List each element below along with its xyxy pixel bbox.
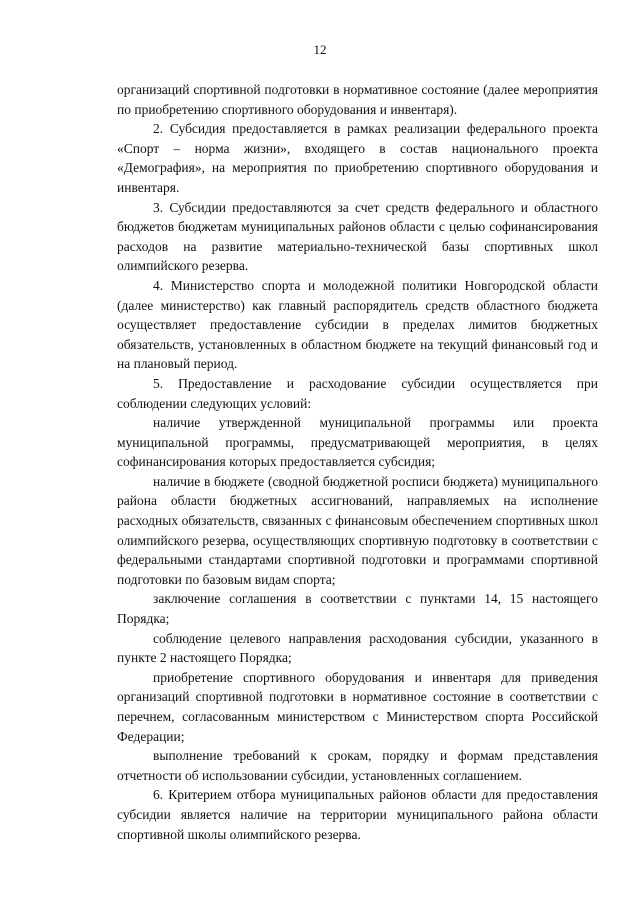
condition-agreement: заключение соглашения в соответствии с пунктами 14, 15 настоящего Порядка; — [117, 591, 598, 627]
paragraph-3: 3. Субсидии предоставляются за счет средств федерального и областного бюджетов бюджетам муниципальных районов области с целью софинансирования расходов на развитие материально-технической базы спортивных школ олимпийского резерва. — [117, 199, 598, 274]
paragraph-2: 2. Субсидия предоставляется в рамках реализации федерального проекта «Спорт – норма жизни», входящего в состав национального проекта «Демография», на мероприятия по приобретению спортивного оборудования и инвентаря. — [117, 121, 598, 195]
page-number: 12 — [313, 42, 327, 57]
condition-equipment: приобретение спортивного оборудования и инвентаря для приведения организаций спортивной подготовки в нормативное состояние в соответствии с перечнем, согласованным министерством с Министерством спорта Российской Федерации; — [117, 669, 598, 744]
condition-target-use: соблюдение целевого направления расходования субсидии, указанного в пункте 2 настоящего Порядка; — [117, 630, 598, 666]
document-body — [117, 80, 598, 844]
paragraph-5: 5. Предоставление и расходование субсидии осуществляется при соблюдении следующих условий: — [117, 375, 598, 411]
condition-budget: наличие в бюджете (сводной бюджетной росписи бюджета) муниципального района области бюджетных ассигнований, направляемых на исполнение расходных обязательств, связанных с финансовым обеспечением спортивных школ олимпийского резерва, осуществляющих спортивную подготовку в соответствии с федеральными стандартами спортивной подготовки и программами спортивной подготовки по базовым видам спорта; — [117, 473, 598, 587]
condition-program: наличие утвержденной муниципальной программы или проекта муниципальной программы, предусматривающей мероприятия, в целях софинансирования которых предоставляется субсидия; — [117, 415, 598, 470]
paragraph-6: 6. Критерием отбора муниципальных районов области для предоставления субсидии является наличие на территории муниципального района области спортивной школы олимпийского резерва. — [117, 787, 598, 842]
paragraph-4: 4. Министерство спорта и молодежной политики Новгородской области (далее министерство) как главный распорядитель средств областного бюджета осуществляет предоставление субсидии в пределах лимитов бюджетных обязательств, установленных в областном бюджете на текущий финансовый год и на плановый период. — [117, 277, 598, 372]
paragraph-continuation: организаций спортивной подготовки в нормативное состояние (далее мероприятия по приобретению спортивного оборудования и инвентаря). — [117, 82, 598, 117]
condition-reporting: выполнение требований к срокам, порядку и формам представления отчетности об использовании субсидии, установленных соглашением. — [117, 748, 598, 783]
